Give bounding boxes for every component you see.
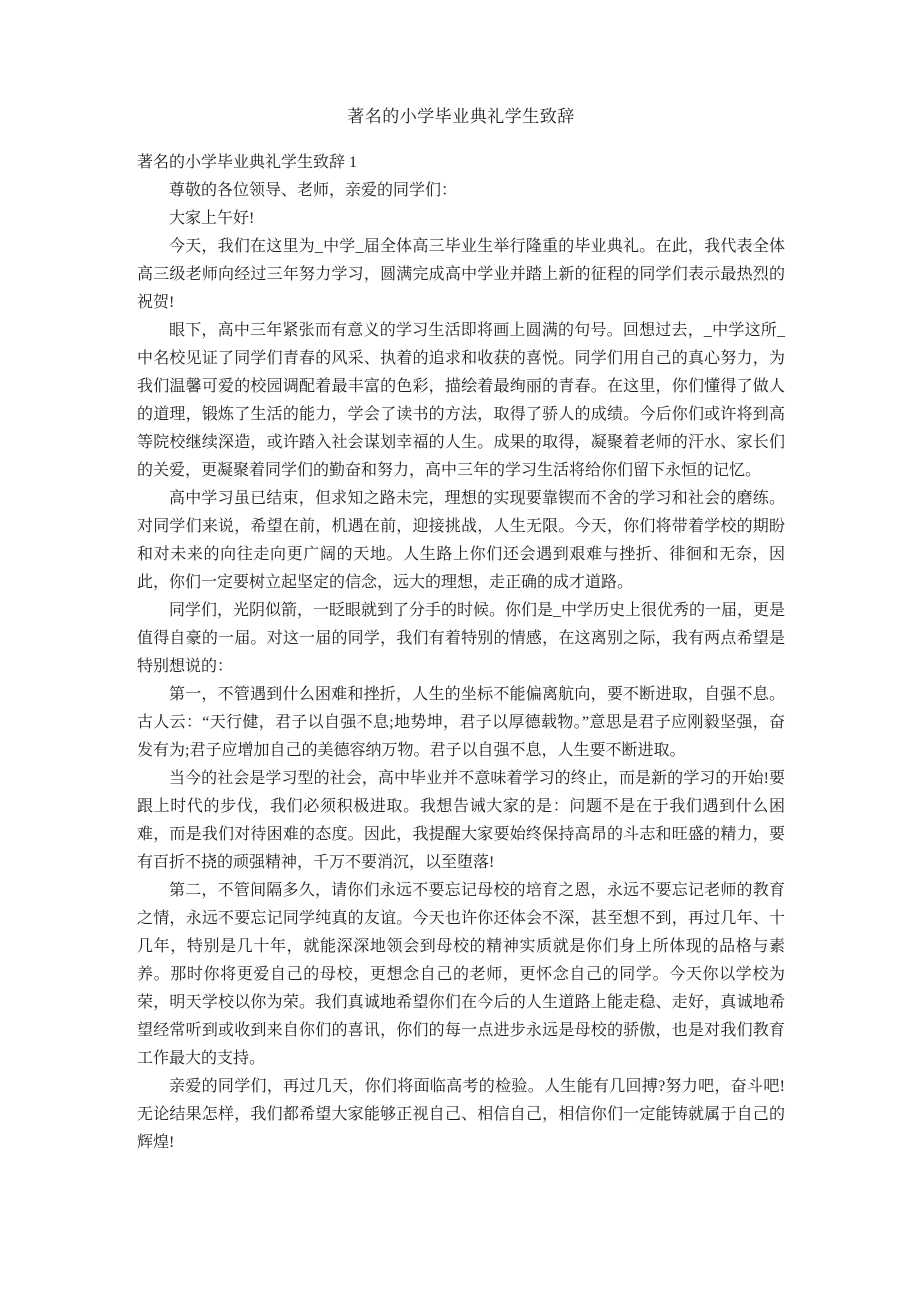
paragraph-greeting: 大家上午好! bbox=[169, 210, 255, 227]
section-heading: 著名的小学毕业典礼学生致辞 1 bbox=[137, 154, 358, 171]
paragraph-point-one: 第一，不管遇到什么困难和挫折，人生的坐标不能偏离航向，要不断进取，自强不息。古人云：“天行健，君子以自强不息;地势坤，君子以厚德载物。”意思是君子应刚毅坚强，奋发有为;君子应增加自己的美德容纳万物。君子以自强不息，人生要不断进取。 bbox=[137, 686, 785, 759]
paragraph: 今天，我们在这里为_中学_届全体高三毕业生举行隆重的毕业典礼。在此，我代表全体高三级老师向经过三年努力学习，圆满完成高中学业并踏上新的征程的同学们表示最热烈的祝贺! bbox=[137, 238, 785, 311]
paragraph-salutation: 尊敬的各位领导、老师，亲爱的同学们： bbox=[169, 182, 458, 199]
paragraph: 高中学习虽已结束，但求知之路未完，理想的实现要靠锲而不舍的学习和社会的磨练。对同学们来说，希望在前，机遇在前，迎接挑战，人生无限。今天，你们将带着学校的期盼和对未来的向往走向更广阔的天地。人生路上你们还会遇到艰难与挫折、徘徊和无奈，因此，你们一定要树立起坚定的信念，远大的理想，走正确的成才道路。 bbox=[137, 490, 785, 591]
paragraph-point-two: 第二，不管间隔多久，请你们永远不要忘记母校的培育之恩，永远不要忘记老师的教育之情，永远不要忘记同学纯真的友谊。今天也许你还体会不深，甚至想不到，再过几年、十几年，特别是几十年，就能深深地领会到母校的精神实质就是你们身上所体现的品格与素养。那时你将更爱自己的母校，更想念自己的老师，更怀念自己的同学。今天你以学校为荣，明天学校以你为荣。我们真诚地希望你们在今后的人生道路上能走稳、走好，真诚地希望经常听到或收到来自你们的喜讯，你们的每一点进步永远是母校的骄傲，也是对我们教育工作最大的支持。 bbox=[137, 882, 785, 1067]
document-title: 著名的小学毕业典礼学生致辞 bbox=[347, 107, 575, 126]
paragraph-closing: 亲爱的同学们，再过几天，你们将面临高考的检验。人生能有几回搏?努力吧，奋斗吧!无论结果怎样，我们都希望大家能够正视自己、相信自己，相信你们一定能铸就属于自己的辉煌! bbox=[137, 1078, 785, 1151]
paragraph: 当今的社会是学习型的社会，高中毕业并不意味着学习的终止，而是新的学习的开始!要跟上时代的步伐，我们必须积极进取。我想告诫大家的是：问题不是在于我们遇到什么困难，而是我们对待困难的态度。因此，我提醒大家要始终保持高昂的斗志和旺盛的精力，要有百折不挠的顽强精神，千万不要消沉，以至堕落! bbox=[137, 770, 785, 871]
document-body bbox=[137, 177, 785, 1157]
paragraph: 同学们，光阴似箭，一眨眼就到了分手的时候。你们是_中学历史上很优秀的一届，更是值得自豪的一届。对这一届的同学，我们有着特别的情感，在这离别之际，我有两点希望是特别想说的： bbox=[137, 602, 786, 675]
paragraph: 眼下，高中三年紧张而有意义的学习生活即将画上圆满的句号。回想过去，_中学这所_中名校见证了同学们青春的风采、执着的追求和收获的喜悦。同学们用自己的真心努力，为我们温馨可爱的校园调配着最丰富的色彩，描绘着最绚丽的青春。在这里，你们懂得了做人的道理，锻炼了生活的能力，学会了读书的方法，取得了骄人的成绩。今后你们或许将到高等院校继续深造，或许踏入社会谋划幸福的人生。成果的取得，凝聚着老师的汗水、家长们的关爱，更凝聚着同学们的勤奋和努力，高中三年的学习生活将给你们留下永恒的记忆。 bbox=[137, 322, 785, 479]
